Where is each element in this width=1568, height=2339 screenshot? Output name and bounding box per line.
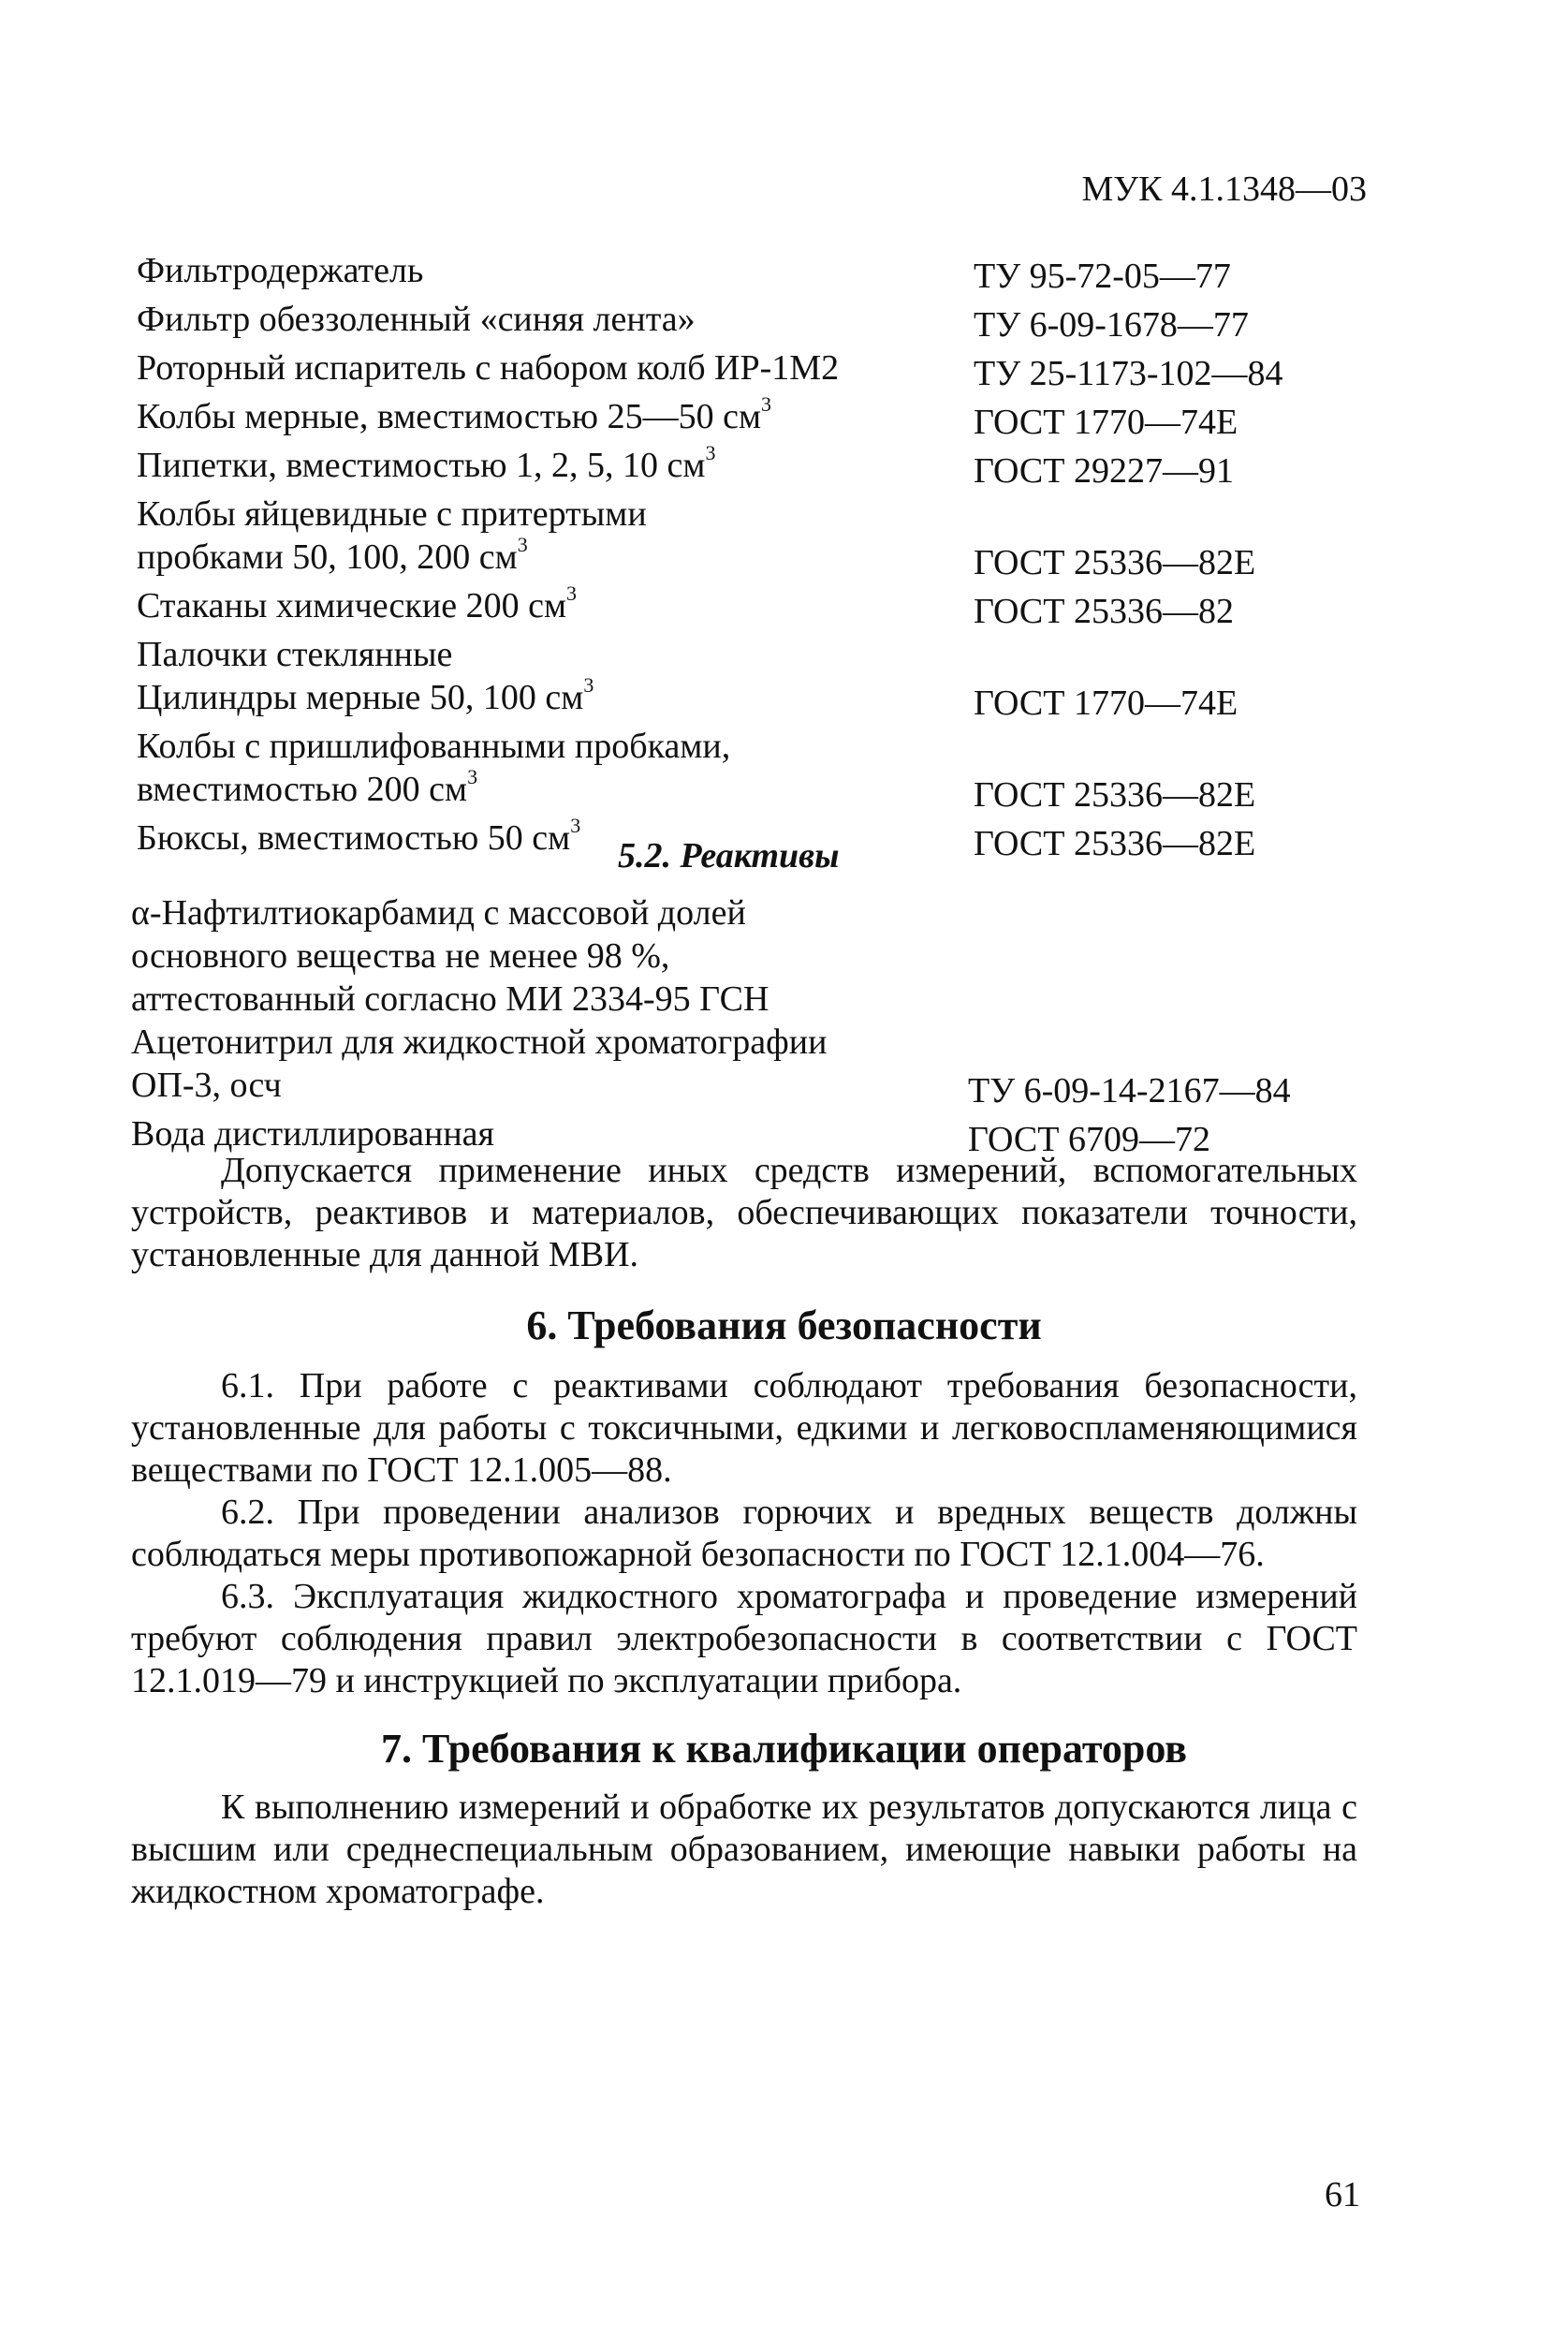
section-6-body bbox=[131, 1365, 1357, 1702]
equipment-standard bbox=[974, 493, 1316, 536]
allowance-paragraph: Допускается применение иных средств измерений, вспомогательных устройств, реактивов и материалов, обеспечивающих показатели точности, установленные для данной МВИ. bbox=[131, 1151, 1357, 1274]
superscript: 3 bbox=[566, 581, 577, 606]
section-6-paragraph-2: 6.2. При проведении анализов горючих и вредных веществ должны соблюдаться меры противопожарной безопасности по ГОСТ 12.1.004—76. bbox=[131, 1493, 1357, 1574]
equipment-standard bbox=[974, 725, 1316, 768]
equipment-row bbox=[137, 298, 1316, 346]
equipment-standard: ГОСТ 25336—82Е bbox=[974, 824, 1256, 863]
equipment-standard: ГОСТ 25336—82Е bbox=[974, 543, 1256, 582]
document-code: МУК 4.1.1348—03 bbox=[1081, 169, 1367, 209]
equipment-row bbox=[137, 725, 1316, 768]
reagent-row bbox=[131, 978, 1320, 1021]
equipment-standard: ТУ 6-09-1678—77 bbox=[974, 305, 1249, 345]
section-7-title: 7. Требования к квалификации операторов bbox=[380, 1726, 1188, 1772]
equipment-row bbox=[137, 493, 1316, 536]
reagent-name: аттестованный согласно МИ 2334-95 ГСН bbox=[131, 979, 769, 1019]
superscript: 3 bbox=[761, 392, 771, 417]
equipment-standard: ТУ 95-72-05—77 bbox=[974, 257, 1231, 296]
equipment-name: Палочки стеклянные bbox=[137, 635, 453, 674]
equipment-standard: ТУ 25-1173-102—84 bbox=[974, 354, 1283, 393]
reagent-standard bbox=[968, 978, 1320, 1021]
reagent-name: Ацетонитрил для жидкостной хроматографии bbox=[131, 1022, 828, 1062]
equipment-row bbox=[137, 765, 1316, 816]
equipment-name: Колбы мерные, вместимостью 25—50 см bbox=[137, 397, 761, 436]
reagent-standard bbox=[968, 891, 1320, 934]
section-6-paragraph-1: 6.1. При работе с реактивами соблюдают требования безопасности, установленные для работы с токсичными, едкими и легковоспламеняющимися веществами по ГОСТ 12.1.005—88. bbox=[131, 1366, 1357, 1490]
equipment-name: Роторный испаритель с набором колб ИР-1М2 bbox=[137, 348, 840, 388]
reagent-name: Вода дистиллированная bbox=[131, 1114, 495, 1154]
equipment-row bbox=[137, 633, 1316, 676]
reagent-standard bbox=[968, 1021, 1320, 1064]
reagent-standard: ГОСТ 6709—72 bbox=[968, 1120, 1210, 1159]
reagent-row bbox=[131, 934, 1320, 978]
section-7-body bbox=[131, 1787, 1357, 1913]
equipment-standard: ГОСТ 25336—82Е bbox=[974, 775, 1256, 815]
reagents-list bbox=[131, 891, 1320, 1161]
equipment-name: Фильтродержатель bbox=[137, 251, 424, 290]
equipment-row bbox=[137, 249, 1316, 298]
reagent-row bbox=[131, 1021, 1320, 1064]
equipment-row bbox=[137, 533, 1316, 584]
section-6-paragraph-3: 6.3. Эксплуатация жидкостного хроматографа и проведение измерений требуют соблюдения правил электробезопасности в соответствии с ГОСТ 12.1.019—79 и инструкцией по эксплуатации прибора. bbox=[131, 1577, 1357, 1700]
superscript: 3 bbox=[583, 673, 594, 698]
equipment-name: Колбы с пришлифованными пробками, bbox=[137, 727, 731, 766]
equipment-row bbox=[137, 581, 1316, 633]
superscript: 3 bbox=[467, 765, 478, 789]
equipment-name: Колбы яйцевидные с притертыми bbox=[137, 494, 647, 534]
section-6-title: 6. Требования безопасности bbox=[526, 1302, 1042, 1348]
equipment-name: вместимостью 200 см bbox=[137, 770, 468, 809]
section-7-paragraph-1: К выполнению измерений и обработке их результатов допускаются лица с высшим или среднеспециальным образованием, имеющие навыки работы на жидкостном хроматографе. bbox=[131, 1787, 1357, 1911]
reagent-standard bbox=[968, 934, 1320, 978]
equipment-list bbox=[137, 249, 1316, 865]
reagent-name: ОП-3, осч bbox=[131, 1066, 282, 1105]
page-number: 61 bbox=[1325, 2175, 1360, 2214]
reagent-row bbox=[131, 891, 1320, 934]
superscript: 3 bbox=[517, 533, 528, 557]
equipment-name: Стаканы химические 200 см bbox=[137, 586, 566, 625]
equipment-row bbox=[137, 346, 1316, 395]
superscript: 3 bbox=[705, 441, 716, 465]
allowance-block bbox=[131, 1150, 1357, 1276]
equipment-row bbox=[137, 673, 1316, 725]
equipment-standard: ГОСТ 1770—74Е bbox=[974, 403, 1238, 442]
equipment-standard: ГОСТ 29227—91 bbox=[974, 451, 1234, 491]
reagent-name: α-Нафтилтиокарбамид с массовой долей bbox=[131, 893, 746, 933]
equipment-standard: ГОСТ 25336—82 bbox=[974, 592, 1234, 631]
equipment-standard bbox=[974, 633, 1316, 676]
equipment-name: пробками 50, 100, 200 см bbox=[137, 537, 518, 577]
reagent-name: основного вещества не менее 98 %, bbox=[131, 936, 670, 976]
equipment-row bbox=[137, 441, 1316, 493]
equipment-name: Цилиндры мерные 50, 100 см bbox=[137, 678, 584, 717]
equipment-name: Фильтр обеззоленный «синяя лента» bbox=[137, 300, 696, 339]
superscript: 3 bbox=[570, 814, 581, 838]
equipment-name: Пипетки, вместимостью 1, 2, 5, 10 см bbox=[137, 446, 706, 485]
equipment-standard: ГОСТ 1770—74Е bbox=[974, 684, 1238, 723]
equipment-row bbox=[137, 392, 1316, 444]
equipment-name: Бюксы, вместимостью 50 см bbox=[137, 818, 571, 858]
reagents-heading: 5.2. Реактивы bbox=[618, 836, 840, 875]
reagent-standard: ТУ 6-09-14-2167—84 bbox=[968, 1071, 1291, 1111]
reagent-row bbox=[131, 1064, 1320, 1112]
